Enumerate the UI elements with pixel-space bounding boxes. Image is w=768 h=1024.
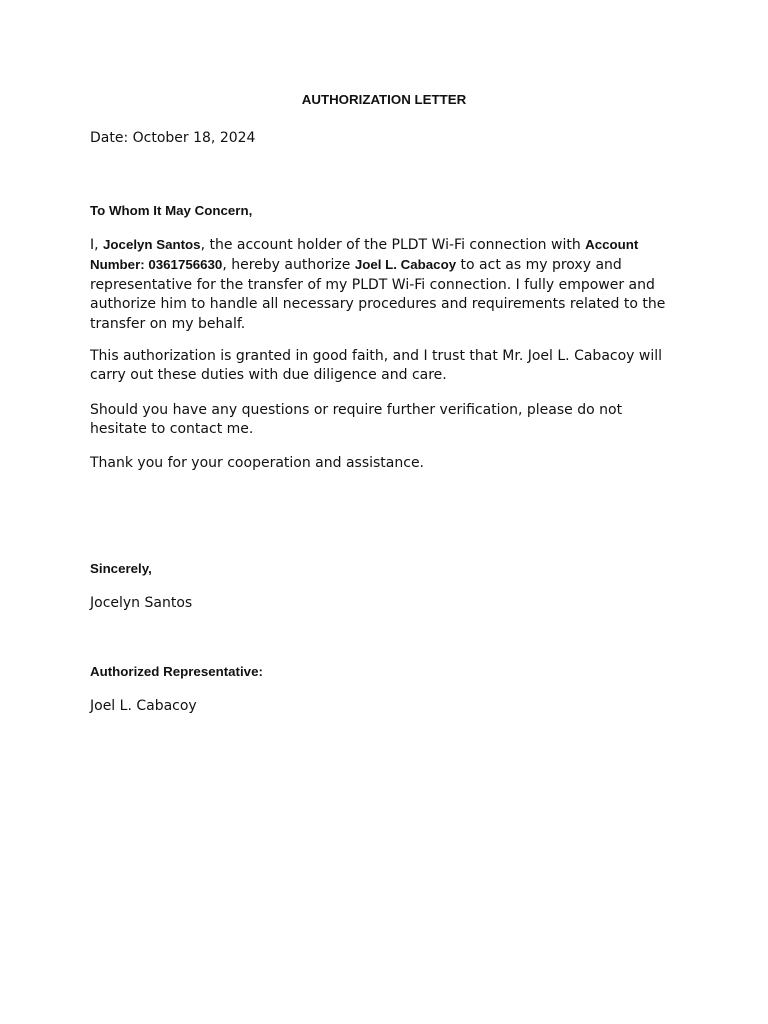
- signer-name: Jocelyn Santos: [90, 595, 193, 611]
- paragraph-good-faith: This authorization is granted in good faith, and I trust that Mr. Joel L. Cabacoy will carry out these duties with due diligence and care.: [90, 348, 663, 384]
- representative-name: Joel L. Cabacoy: [354, 257, 457, 273]
- p1-text-1: I,: [90, 237, 104, 253]
- paragraph-thanks: Thank you for your cooperation and assistance.: [90, 455, 425, 471]
- p1-text-4: to act as my proxy and representative for the transfer of my PLDT Wi-Fi connection. I fully empower and authorize him to handle all necessary procedures and requirements related to the transfer on my behalf.: [90, 257, 666, 332]
- salutation: To Whom It May Concern,: [90, 203, 253, 218]
- account-holder-name: Jocelyn Santos: [103, 237, 201, 252]
- paragraph-authorization: [90, 235, 680, 334]
- representative-label: Authorized Representative:: [90, 664, 263, 679]
- p1-text-3: , hereby authorize: [222, 257, 355, 274]
- closing: Sincerely,: [90, 561, 152, 576]
- account-number: Account Number: 0361756630: [90, 237, 639, 273]
- paragraph-contact: Should you have any questions or require further verification, please do not hesitate to contact me.: [90, 402, 623, 438]
- representative-signature-name: Joel L. Cabacoy: [90, 698, 197, 714]
- letter-date: Date: October 18, 2024: [90, 130, 256, 146]
- p1-text-2: , the account holder of the PLDT Wi-Fi connection with: [200, 237, 586, 253]
- letter-title: AUTHORIZATION LETTER: [301, 92, 467, 107]
